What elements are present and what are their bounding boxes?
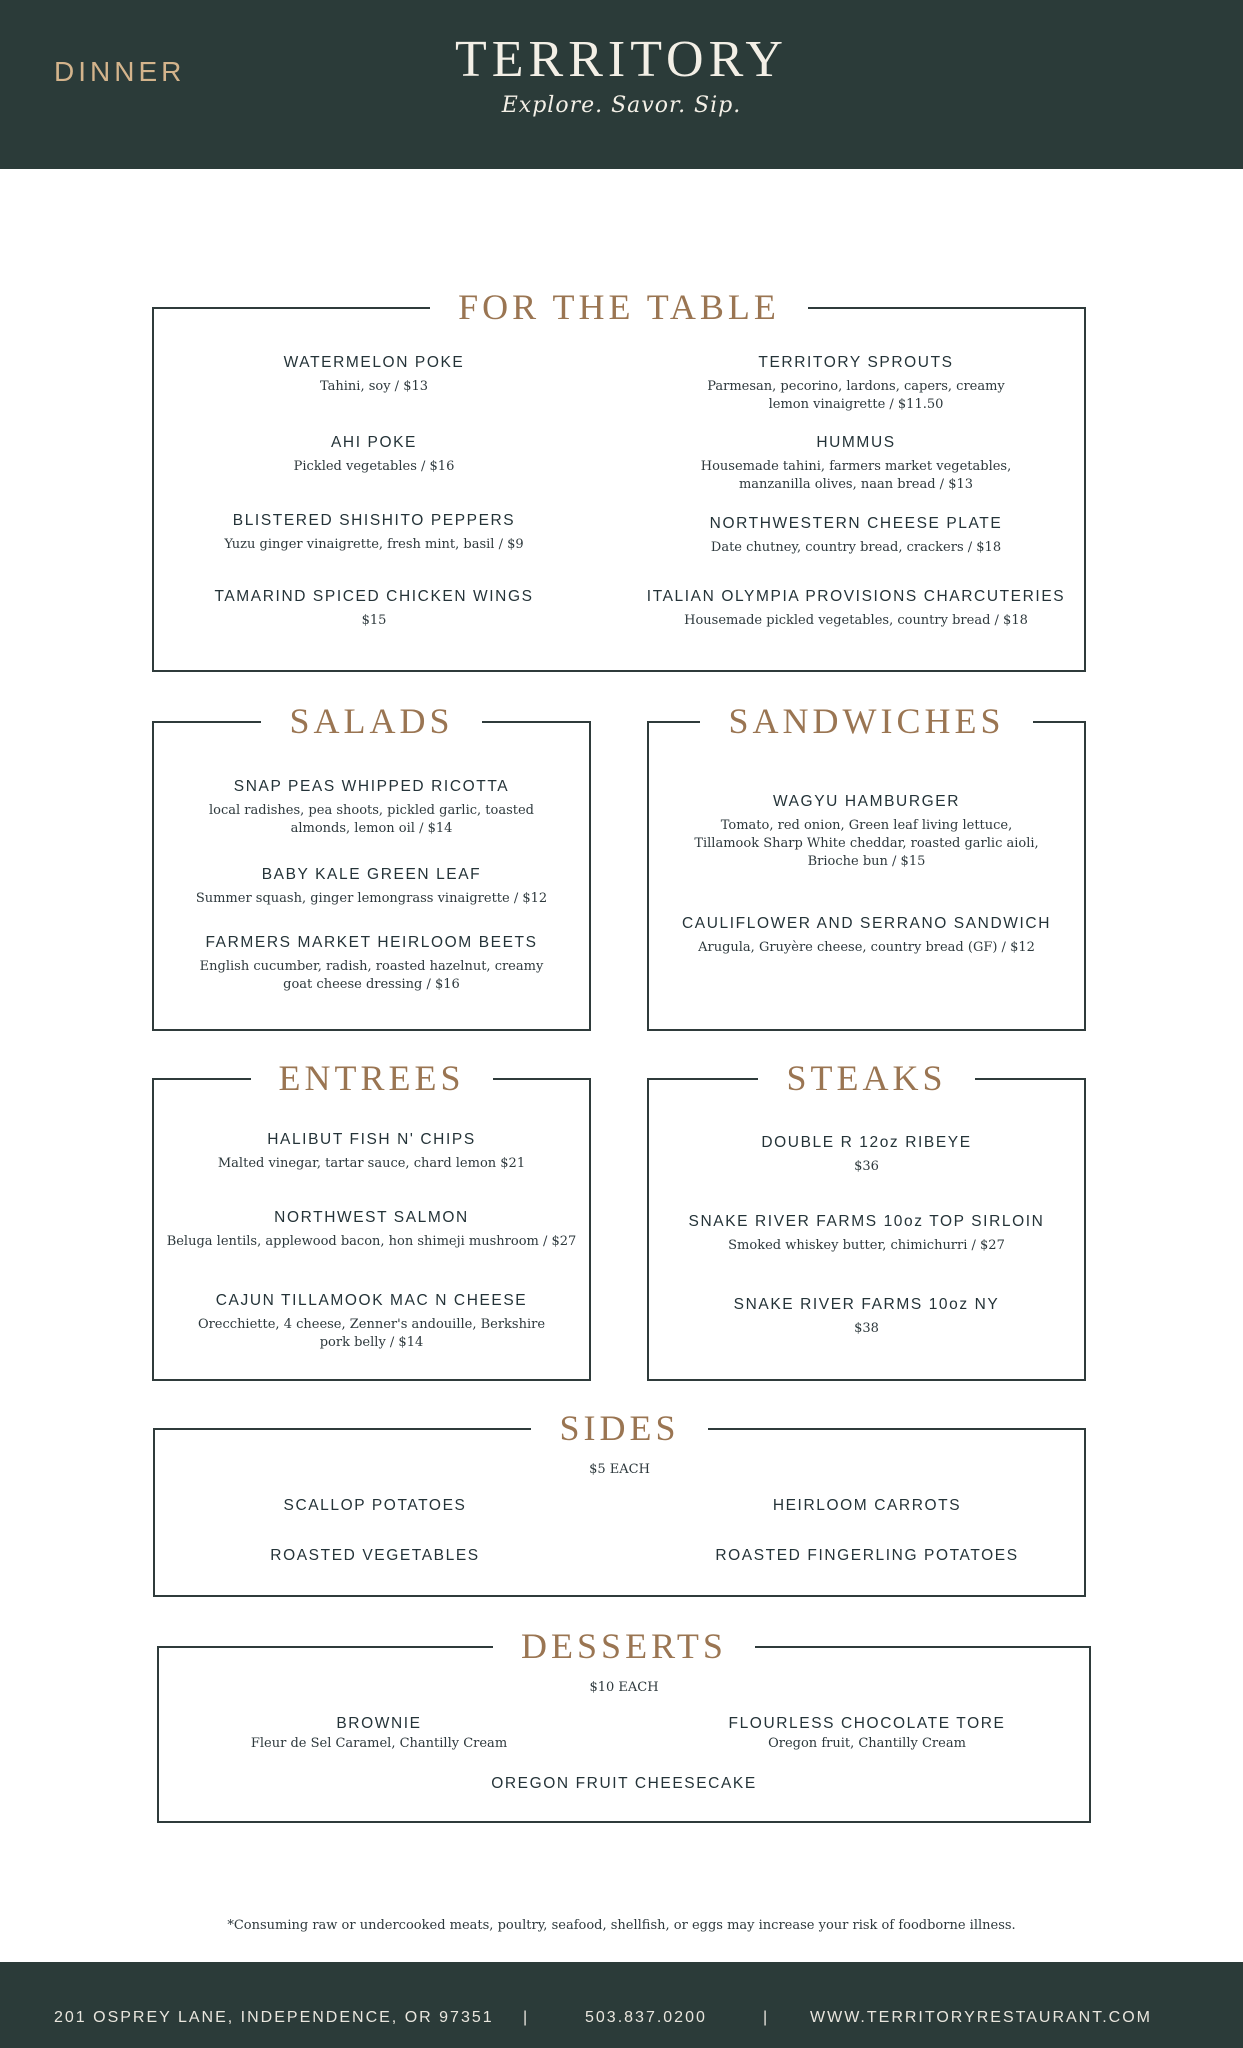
menu-item: [669, 1133, 1064, 1176]
menu-item-name: TAMARIND SPICED CHICKEN WINGS: [214, 588, 534, 605]
menu-item-name: FLOURLESS CHOCOLATE TORE: [728, 1715, 1006, 1732]
restaurant-tagline: Explore. Savor. Sip.: [501, 93, 742, 118]
menu-item: [686, 353, 1026, 414]
page-footer: [0, 1962, 1243, 2048]
menu-item: [659, 1212, 1074, 1255]
menu-item: [199, 1714, 559, 1753]
menu-item-name: ROASTED FINGERLING POTATOES: [715, 1547, 1019, 1564]
menu-item-name: ITALIAN OLYMPIA PROVISIONS CHARCUTERIES: [646, 588, 1066, 605]
menu-item-description: $15: [361, 613, 387, 628]
section-title: SIDES: [531, 1408, 707, 1448]
health-disclaimer: *Consuming raw or undercooked meats, poultry, seafood, shellfish, or eggs may increase your risk of foodborne illness.: [227, 1918, 1016, 1933]
menu-item-description: Pickled vegetables / $16: [293, 459, 455, 474]
menu-item: [636, 587, 1076, 630]
footer-separator: |: [763, 2009, 770, 2026]
menu-item-name: AHI POKE: [330, 434, 418, 451]
section-title: FOR THE TABLE: [430, 287, 808, 327]
footer-separator: |: [523, 2009, 530, 2026]
menu-item-name: OREGON FRUIT CHEESECAKE: [491, 1775, 757, 1792]
footer-phone: 503.837.0200: [585, 2009, 707, 2026]
menu-item-name: CAULIFLOWER AND SERRANO SANDWICH: [682, 915, 1051, 932]
section-desserts: [157, 1626, 1091, 1823]
section-title: DESSERTS: [493, 1626, 755, 1666]
section-title: ENTREES: [251, 1058, 493, 1098]
menu-item-description: Yuzu ginger vinaigrette, fresh mint, basil / $9: [224, 537, 524, 552]
menu-item: [175, 1546, 575, 1566]
menu-item-description: Malted vinegar, tartar sauce, chard lemon $21: [217, 1156, 526, 1171]
menu-item-name: BLISTERED SHISHITO PEPPERS: [232, 512, 516, 529]
section-sandwiches: [647, 701, 1086, 1031]
section-title: SANDWICHES: [700, 701, 1032, 741]
menu-item-description: Arugula, Gruyère cheese, country bread (GF) / $12: [698, 940, 1035, 955]
menu-item-description: Tahini, soy / $13: [319, 379, 429, 394]
menu-item: [175, 1496, 575, 1516]
section-for-the-table: [152, 287, 1086, 672]
menu-item-description: Tomato, red onion, Green leaf living lettuce, Tillamook Sharp White cheddar, roasted garlic aioli, Brioche bun / $15: [694, 818, 1039, 869]
menu-item-description: Housemade pickled vegetables, country bread / $18: [684, 613, 1028, 628]
section-title: SALADS: [261, 701, 481, 741]
section-price-note: $10 EACH: [589, 1680, 659, 1695]
menu-item-name: FARMERS MARKET HEIRLOOM BEETS: [205, 934, 538, 951]
menu-item-description: $36: [854, 1159, 879, 1174]
footer-website: WWW.TERRITORYRESTAURANT.COM: [810, 2009, 1152, 2026]
menu-item: [667, 1546, 1067, 1566]
menu-item-name: DOUBLE R 12oz RIBEYE: [761, 1134, 972, 1151]
menu-item: [174, 1130, 569, 1173]
menu-type-label: DINNER: [54, 56, 186, 87]
menu-item: [194, 933, 549, 994]
menu-item: [677, 1714, 1057, 1753]
menu-item-name: HEIRLOOM CARROTS: [772, 1497, 962, 1514]
page-header: [0, 0, 1243, 169]
menu-item: [164, 1208, 579, 1251]
menu-item-description: Fleur de Sel Caramel, Chantilly Cream: [250, 1736, 508, 1751]
menu-item: [174, 353, 574, 396]
menu-item-name: HALIBUT FISH N' CHIPS: [267, 1131, 476, 1148]
menu-item-name: WATERMELON POKE: [283, 354, 465, 371]
section-price-note: $5 EACH: [589, 1462, 650, 1477]
footer-address: 201 OSPREY LANE, INDEPENDENCE, OR 97351: [54, 2009, 494, 2026]
menu-item-name: HUMMUS: [816, 434, 896, 451]
menu-item-name: BABY KALE GREEN LEAF: [261, 866, 482, 883]
menu-item-name: SCALLOP POTATOES: [283, 1497, 467, 1514]
menu-item-name: SNAKE RIVER FARMS 10oz NY: [733, 1296, 1000, 1313]
menu-item-description: English cucumber, radish, roasted hazelnut, creamy goat cheese dressing / $16: [199, 959, 544, 992]
section-salads: [152, 701, 591, 1031]
menu-item-name: BROWNIE: [336, 1715, 422, 1732]
restaurant-logo: TERRITORY: [455, 31, 788, 88]
menu-item: [194, 777, 549, 838]
section-sides: [153, 1408, 1086, 1597]
menu-item: [174, 433, 574, 476]
menu-item-name: SNAP PEAS WHIPPED RICOTTA: [233, 778, 510, 795]
menu-item: [194, 1291, 549, 1352]
menu-item-name: NORTHWESTERN CHEESE PLATE: [709, 515, 1003, 532]
menu-item: [174, 587, 574, 630]
menu-item: [174, 865, 569, 908]
menu-item: [689, 792, 1044, 871]
menu-item-name: ROASTED VEGETABLES: [270, 1547, 480, 1564]
section-entrees: [152, 1058, 591, 1381]
menu-item: [424, 1774, 824, 1794]
menu-item: [686, 433, 1026, 494]
menu-item: [174, 511, 574, 554]
menu-item: [656, 514, 1056, 557]
menu-item-name: CAJUN TILLAMOOK MAC N CHEESE: [215, 1292, 528, 1309]
menu-item: [669, 1295, 1064, 1338]
menu-item-name: SNAKE RIVER FARMS 10oz TOP SIRLOIN: [688, 1213, 1045, 1230]
menu-item-description: Housemade tahini, farmers market vegetables, manzanilla olives, naan bread / $13: [700, 459, 1012, 492]
menu-item-name: TERRITORY SPROUTS: [758, 354, 954, 371]
menu-item-description: $38: [854, 1321, 879, 1336]
menu-item-description: Parmesan, pecorino, lardons, capers, creamy lemon vinaigrette / $11.50: [707, 379, 1005, 412]
menu-item-description: Oregon fruit, Chantilly Cream: [768, 1736, 966, 1751]
menu-item-description: Summer squash, ginger lemongrass vinaigrette / $12: [195, 891, 548, 906]
menu-item-name: WAGYU HAMBURGER: [772, 793, 961, 810]
menu-item: [669, 914, 1064, 957]
menu-item: [667, 1496, 1067, 1516]
menu-item-description: Beluga lentils, applewood bacon, hon shimeji mushroom / $27: [166, 1234, 577, 1249]
menu-item-description: local radishes, pea shoots, pickled garlic, toasted almonds, lemon oil / $14: [209, 803, 534, 836]
menu-item-description: Date chutney, country bread, crackers / $18: [710, 540, 1002, 555]
menu-item-name: NORTHWEST SALMON: [274, 1209, 469, 1226]
menu-item-description: Orecchiette, 4 cheese, Zenner's andouille, Berkshire pork belly / $14: [197, 1317, 546, 1350]
menu-item-description: Smoked whiskey butter, chimichurri / $27: [728, 1238, 1005, 1253]
section-title: STEAKS: [758, 1058, 974, 1098]
section-steaks: [647, 1058, 1086, 1381]
